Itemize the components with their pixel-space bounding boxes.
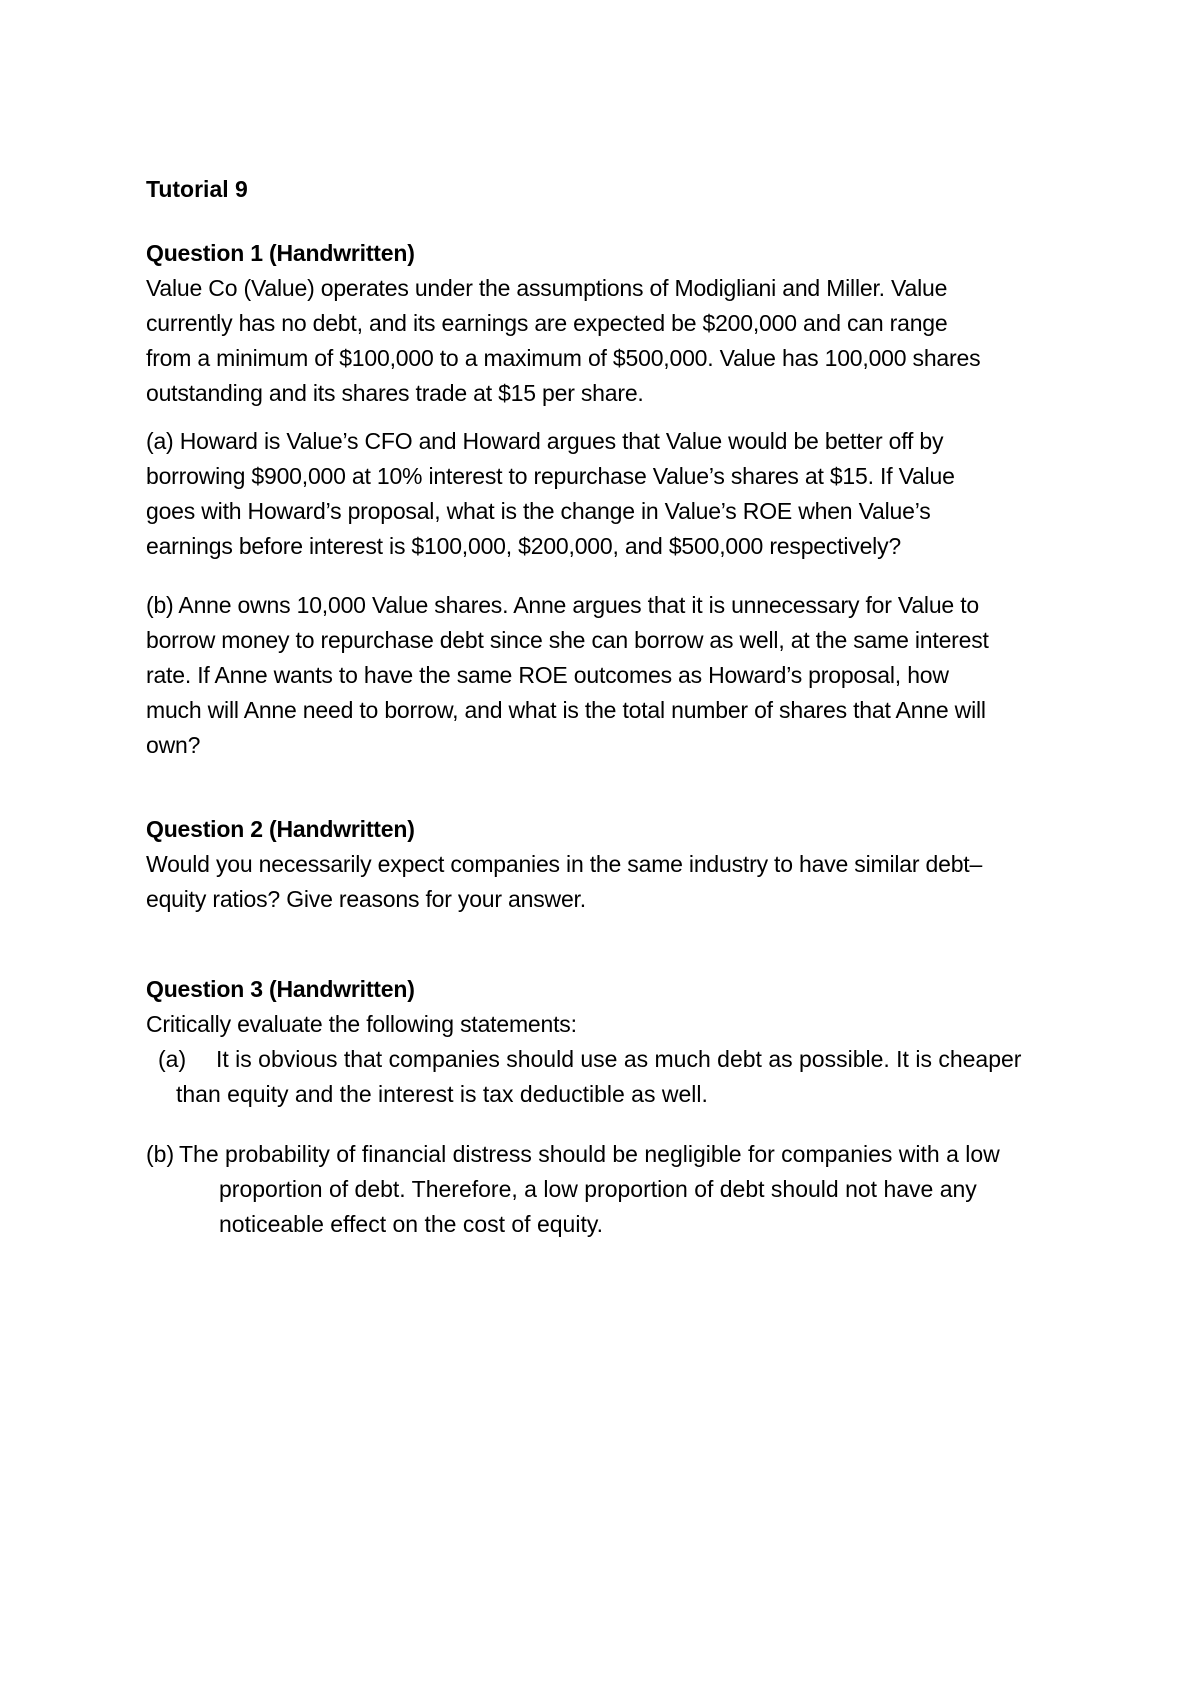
question-2-text: Would you necessarily expect companies in the same industry to have similar debt–equity ratios? Give reasons for your answer. xyxy=(146,851,983,912)
question-2-heading: Question 2 (Handwritten) xyxy=(146,816,415,842)
item-b-text: The probability of financial distress should be negligible for companies with a low proportion of debt. Therefore, a low proportion of debt should not have any noticeable effect on the cost of equity. xyxy=(179,1141,1000,1237)
question-3-heading: Question 3 (Handwritten) xyxy=(146,976,415,1002)
question-1-part-b: (b) Anne owns 10,000 Value shares. Anne argues that it is unnecessary for Value to borrow money to repurchase debt since she can borrow as well, at the same interest rate. If Anne wants to have the same ROE outcomes as Howard’s proposal, how much will Anne need to borrow, and what is the total number of shares that Anne will own? xyxy=(146,592,989,758)
question-3-item-a xyxy=(146,1042,1076,1112)
question-1-section xyxy=(146,236,1076,411)
question-2-section xyxy=(146,812,1076,917)
page-title: Tutorial 9 xyxy=(146,176,248,202)
question-3-section xyxy=(146,972,1076,1042)
question-1-heading: Question 1 (Handwritten) xyxy=(146,240,415,266)
question-1-intro: Value Co (Value) operates under the assumptions of Modigliani and Miller. Value currently has no debt, and its earnings are expected be $200,000 and can range from a minimum of $100,000 to a maximum of $500,000. Value has 100,000 shares outstanding and its shares trade at $15 per share. xyxy=(146,275,981,406)
item-a-text-content: It is obvious that companies should use as much debt as possible. It is cheaper than equity and the interest is tax deductible as well. xyxy=(176,1046,1022,1107)
question-3-intro: Critically evaluate the following statements: xyxy=(146,1011,577,1037)
question-1-part-a: (a) Howard is Value’s CFO and Howard argues that Value would be better off by borrowing $900,000 at 10% interest to repurchase Value’s shares at $15. If Value goes with Howard’s proposal, what is the change in Value’s ROE when Value’s earnings before interest is $100,000, $200,000, and $500,000 respectively? xyxy=(146,428,955,559)
item-b-marker: (b) xyxy=(146,1141,175,1167)
item-a-text xyxy=(176,1042,1056,1112)
item-a-marker: (a) xyxy=(158,1046,187,1072)
question-3-item-b xyxy=(146,1137,1076,1242)
